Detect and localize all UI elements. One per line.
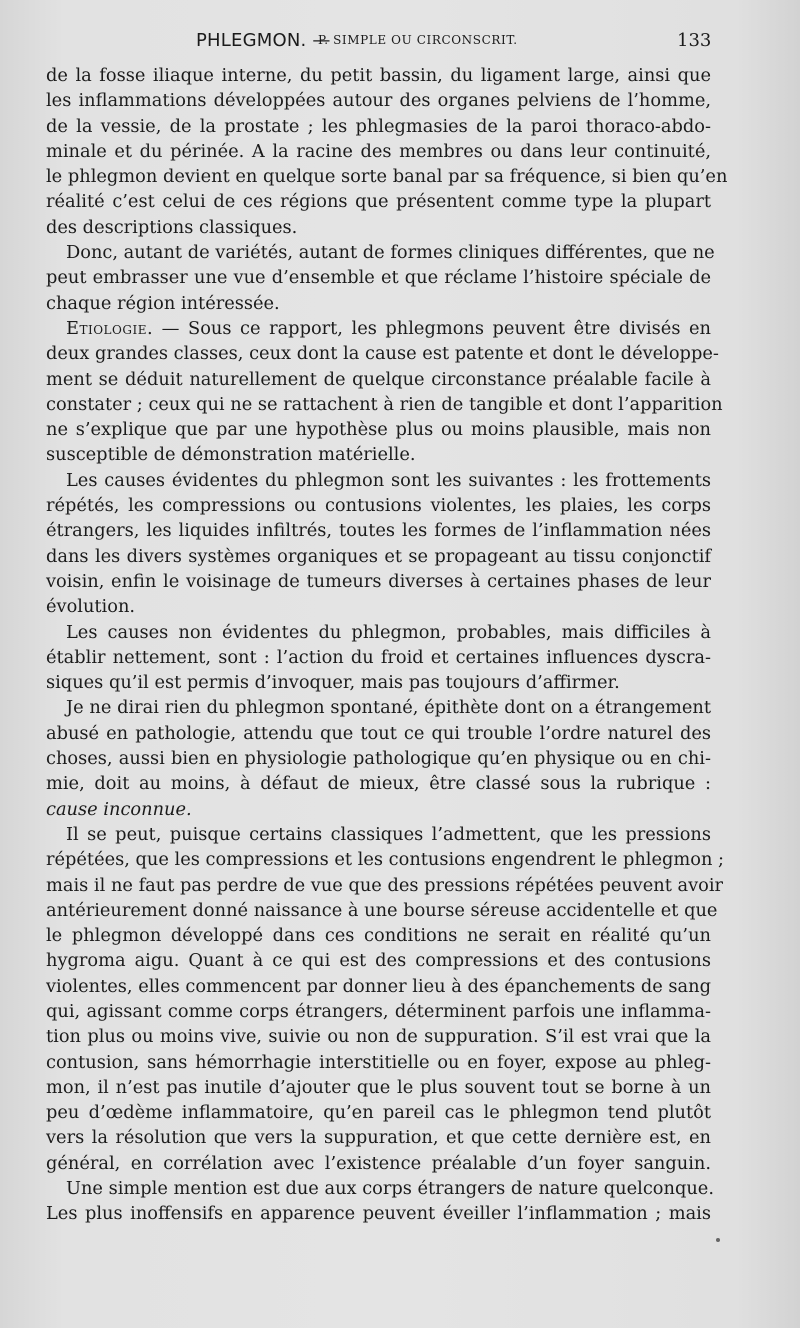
text-line (46, 898, 718, 923)
line-text: des descriptions classiques. (46, 216, 298, 238)
line-text: de la fosse iliaque interne, du petit bassin, du ligament large, ainsi que (46, 65, 711, 86)
text-line (46, 468, 711, 493)
text-line (46, 114, 711, 139)
line-text: abusé en pathologie, attendu que tout ce qui trouble l’ordre naturel des (46, 722, 711, 744)
line-text: de la vessie, de la prostate ; les phlegmasies de la paroi thoraco-abdo- (46, 115, 711, 137)
text-line (46, 544, 711, 569)
text-line (46, 873, 724, 898)
line-text: constater ; ceux qui ne se rattachent à rien de tangible et dont l’apparition (46, 393, 723, 415)
text-line (46, 417, 711, 442)
line-text: siques qu’il est permis d’invoquer, mais pas toujours d’affirmer. (46, 672, 620, 694)
text-line (46, 670, 711, 695)
text-line (46, 1125, 711, 1150)
line-text: deux grandes classes, ceux dont la cause est patente et dont le développe- (46, 343, 719, 365)
line-text: qui, agissant comme corps étrangers, déterminent parfois une inflamma- (46, 1000, 711, 1022)
line-text: choses, aussi bien en physiologie pathologique qu’en physique ou en chi- (46, 748, 711, 770)
line-text: chaque région intéressée. (46, 292, 280, 314)
text-line (46, 215, 711, 240)
line-text: Une simple mention est due aux corps étrangers de nature quelconque. (66, 1178, 714, 1200)
line-text: tion plus ou moins vive, suivie ou non de suppuration. S’il est vrai que la (46, 1026, 711, 1048)
line-text: les inflammations développées autour des organes pelviens de l’homme, (46, 90, 711, 112)
line-text: susceptible de démonstration matérielle. (46, 444, 416, 466)
text-line (46, 746, 711, 771)
text-line (46, 316, 711, 341)
text-line (46, 847, 725, 872)
line-text: Donc, autant de variétés, autant de formes cliniques différentes, que ne (66, 242, 715, 264)
text-line (46, 1075, 711, 1100)
running-head (0, 30, 800, 60)
page-number: 133 (677, 30, 712, 51)
text-line (46, 797, 711, 822)
line-text: ne s’explique que par une hypothèse plus ou moins plausible, mais non (46, 419, 711, 441)
text-line (46, 189, 711, 214)
text-line (46, 1201, 711, 1226)
text-line (46, 923, 711, 948)
text-line (46, 594, 711, 619)
text-line (46, 164, 728, 189)
text-line (46, 1100, 711, 1125)
italic-phrase: cause inconnue. (46, 798, 192, 820)
line-text: — Sous ce rapport, les phlegmons peuvent être divisés en (153, 317, 711, 339)
line-text: évolution. (46, 596, 136, 618)
text-line (46, 999, 711, 1024)
text-line (46, 442, 711, 467)
line-text: antérieurement donné naissance à une bourse séreuse accidentelle et que (46, 899, 718, 921)
line-text: répétés, les compressions ou contusions violentes, les plaies, les corps (46, 495, 711, 517)
text-line (46, 569, 711, 594)
line-text: Les plus inoffensifs en apparence peuvent éveiller l’inflammation ; mais (46, 1203, 711, 1225)
line-text: établir nettement, sont : l’action du froid et certaines influences dyscra- (46, 646, 711, 668)
line-text: hygroma aigu. Quant à ce qui est des compressions et des contusions (46, 950, 711, 972)
body-text (46, 63, 728, 1227)
text-line (46, 1151, 711, 1176)
text-line (46, 341, 719, 366)
line-text: Il se peut, puisque certains classiques l’admettent, que les pressions (66, 823, 711, 845)
text-line (46, 721, 711, 746)
line-text: mon, il n’est pas inutile d’ajouter que le plus souvent tout se borne à un (46, 1076, 711, 1098)
text-line (46, 620, 711, 645)
text-line (46, 822, 711, 847)
line-text: le phlegmon développé dans ces conditions ne serait en réalité qu’un (46, 925, 711, 947)
line-text: vers la résolution que vers la suppuration, et que cette dernière est, en (46, 1127, 711, 1149)
line-text: le phlegmon devient en quelque sorte banal par sa fréquence, si bien qu’en (46, 166, 728, 188)
line-text: répétées, que les compressions et les contusions engendrent le phlegmon ; (46, 849, 725, 871)
line-text: dans les divers systèmes organiques et se propageant au tissu conjonctif (46, 545, 711, 567)
line-text: contusion, sans hémorrhagie interstitielle ou en foyer, expose au phleg- (46, 1051, 711, 1073)
line-text: réalité c’est celui de ces régions que présentent comme type la plupart (46, 191, 711, 213)
text-line (46, 88, 711, 113)
text-line (46, 695, 711, 720)
line-text: général, en corrélation avec l’existence préalable d’un foyer sanguin. (46, 1152, 711, 1174)
line-text: mais il ne faut pas perdre de vue que des pressions répétées peuvent avoir (46, 874, 724, 896)
line-text: peu d’œdème inflammatoire, qu’en pareil cas le phlegmon tend plutôt (46, 1102, 711, 1124)
text-line (46, 291, 711, 316)
ink-speck (716, 1238, 720, 1242)
running-head-subtitle: P. SIMPLE OU CIRCONSCRIT. (318, 33, 518, 47)
text-line (46, 63, 711, 88)
line-text: ment se déduit naturellement de quelque circonstance préalable facile à (46, 368, 711, 390)
line-text: Les causes non évidentes du phlegmon, probables, mais difficiles à (66, 621, 711, 643)
text-line (46, 518, 711, 543)
text-line (46, 771, 711, 796)
text-line (46, 1050, 711, 1075)
line-text: Les causes évidentes du phlegmon sont les suivantes : les frottements (66, 469, 711, 491)
line-text: mie, doit au moins, à défaut de mieux, être classé sous la rubrique : (46, 773, 711, 795)
text-line (46, 493, 711, 518)
line-text: minale et du périnée. A la racine des membres ou dans leur continuité, (46, 140, 711, 162)
running-head-title: PHLEGMON. — (196, 30, 331, 51)
line-text: violentes, elles commencent par donner lieu à des épanchements de sang (46, 975, 711, 997)
text-line (46, 948, 711, 973)
text-line (46, 392, 723, 417)
text-line (46, 1176, 714, 1201)
text-line (46, 645, 711, 670)
text-line (46, 974, 711, 999)
line-text: peut embrasser une vue d’ensemble et que réclame l’histoire spéciale de (46, 267, 711, 289)
line-text: Je ne dirai rien du phlegmon spontané, épithète dont on a étrangement (66, 697, 711, 719)
line-text: voisin, enfin le voisinage de tumeurs diverses à certaines phases de leur (46, 570, 711, 592)
text-line (46, 240, 715, 265)
text-line (46, 367, 711, 392)
text-line (46, 265, 711, 290)
section-heading: Etiologie. (66, 317, 154, 339)
text-line (46, 1024, 711, 1049)
line-text: étrangers, les liquides infiltrés, toutes les formes de l’inflammation nées (46, 520, 711, 542)
text-line (46, 139, 711, 164)
